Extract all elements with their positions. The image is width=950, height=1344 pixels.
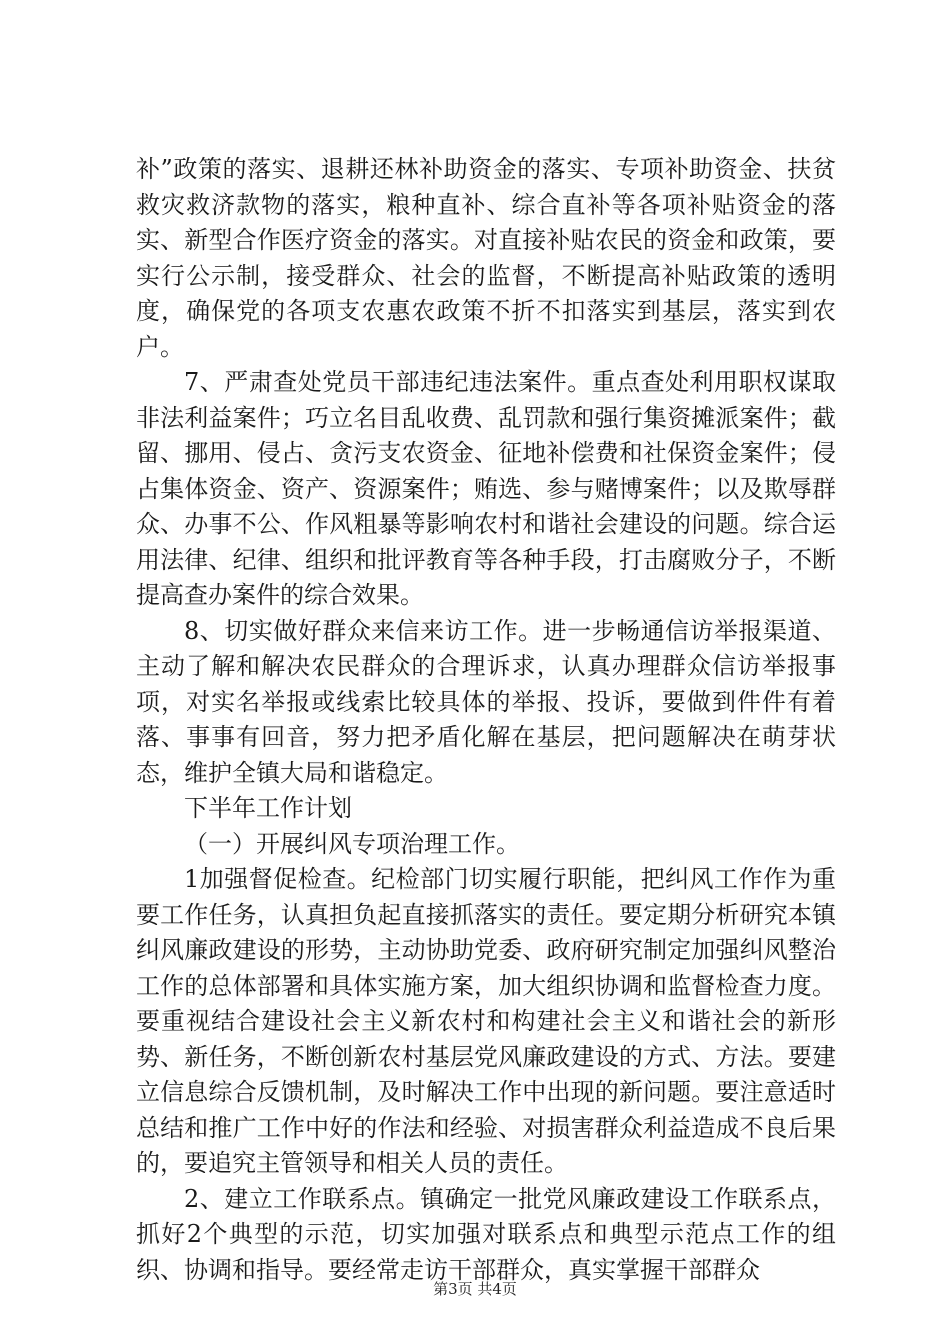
paragraph-plan-item-1: 1加强督促检查。纪检部门切实履行职能，把纠风工作作为重要工作任务，认真担负起直接抓落实的责任。要定期分析研究本镇纠风廉政建设的形势，主动协助党委、政府研究制定加强纠风整治工作的总体部署和具体实施方案，加大组织协调和监督检查力度。要重视结合建设社会主义新农村和构建社会主义和谐社会的新形势、新任务，不断创新农村基层党风廉政建设的方式、方法。要建立信息综合反馈机制，及时解决工作中出现的新问题。要注意适时总结和推广工作中好的作法和经验、对损害群众利益造成不良后果的，要追究主管领导和相关人员的责任。 (136, 865, 836, 1177)
page-number-footer: 第3页 共4页 (433, 1280, 517, 1298)
paragraph-item-7: 7、严肃查处党员干部违纪违法案件。重点查处利用职权谋取非法利益案件；巧立名目乱收费、乱罚款和强行集资摊派案件；截留、挪用、侵占、贪污支农资金、征地补偿费和社保资金案件；侵占集体资金、资产、资源案件；贿选、参与赌博案件；以及欺辱群众、办事不公、作风粗暴等影响农村和谐社会建设的问题。综合运用法律、纪律、组织和批评教育等各种手段，打击腐败分子，不断提高查办案件的综合效果。 (136, 368, 836, 609)
subsection-heading-1: （一）开展纠风专项治理工作。 (184, 829, 520, 858)
paragraph-plan-item-2: 2、建立工作联系点。镇确定一批党风廉政建设工作联系点，抓好2个典型的示范，切实加强对联系点和典型示范点工作的组织、协调和指导。要经常走访干部群众，真实掌握干部群众 (136, 1184, 836, 1284)
paragraph-item-8: 8、切实做好群众来信来访工作。进一步畅通信访举报渠道、主动了解和解决农民群众的合理诉求，认真办理群众信访举报事项，对实名举报或线索比较具体的举报、投诉，要做到件件有着落、事事有回音，努力把矛盾化解在基层，把问题解决在萌芽状态，维护全镇大局和谐稳定。 (136, 616, 836, 787)
section-heading-plan: 下半年工作计划 (184, 794, 352, 822)
paragraph-policy-implementation: 补”政策的落实、退耕还林补助资金的落实、专项补助资金、扶贫救灾救济款物的落实，粮种直补、综合直补等各项补贴资金的落实、新型合作医疗资金的落实。对直接补贴农民的资金和政策，要实行公示制，接受群众、社会的监督，不断提高补贴政策的透明度，确保党的各项支农惠农政策不折不扣落实到基层，落实到农户。 (136, 155, 836, 361)
document-body (136, 152, 836, 1288)
